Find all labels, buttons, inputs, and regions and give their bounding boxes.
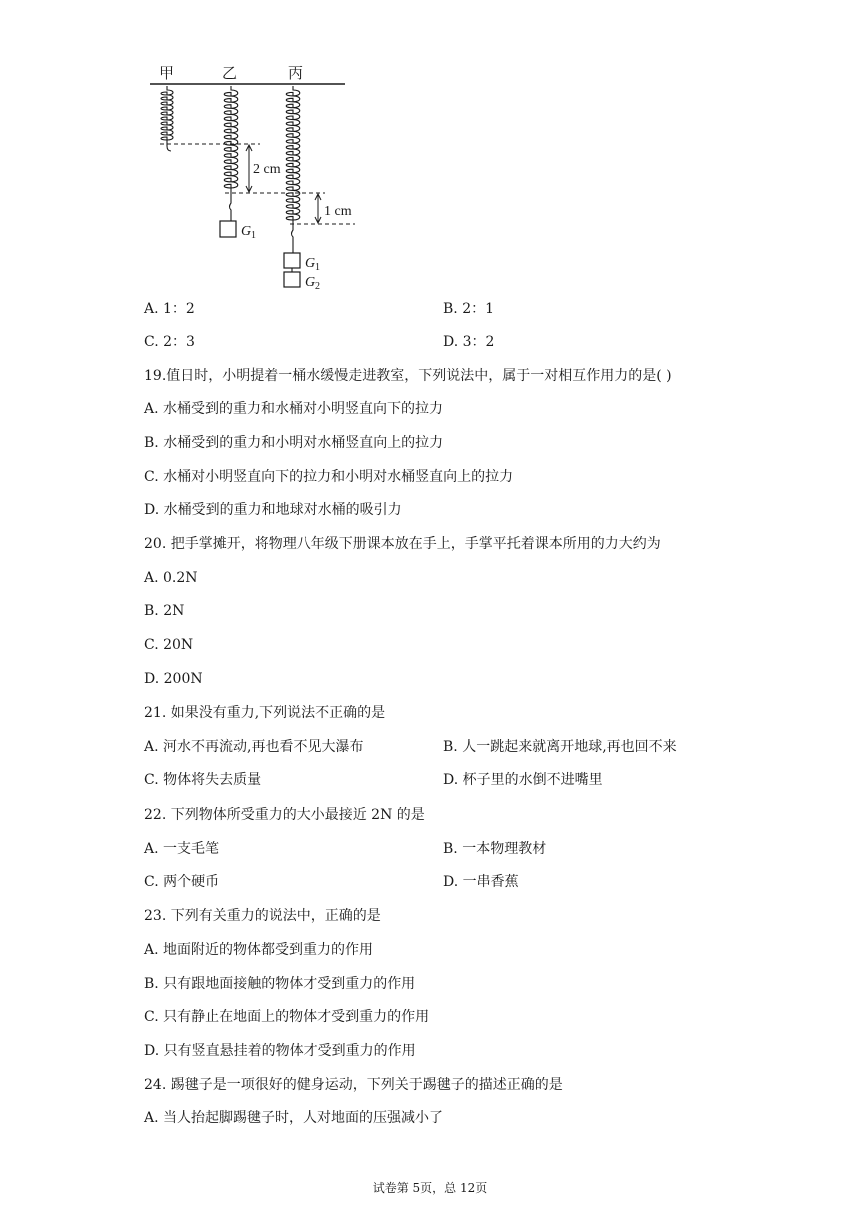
weight-g2-bing-sub: 2: [315, 281, 320, 292]
q20-option-d: D. 200N: [144, 671, 203, 687]
weight-g2-bing-label: G: [305, 275, 316, 290]
weight-g1-bing: [284, 253, 300, 268]
dimension-2cm: [246, 145, 252, 192]
spring-coil-yi: [224, 86, 238, 188]
weight-g1-bing-label: G: [305, 256, 316, 271]
spring-coil-bing: [286, 86, 300, 220]
q22-option-c: C. 两个硬币: [144, 874, 220, 890]
weight-g1-yi-sub: 1: [251, 230, 256, 241]
q22-option-d: D. 一串香蕉: [443, 874, 519, 890]
weight-g1-yi-label: G: [241, 224, 252, 239]
q22-option-a: A. 一支毛笔: [144, 841, 220, 857]
q18-option-b: B. 2：1: [443, 301, 495, 317]
spring-label-yi: 乙: [222, 64, 238, 82]
q23-option-b: B. 只有跟地面接触的物体才受到重力的作用: [144, 976, 416, 992]
q21-stem: 21. 如果没有重力,下列说法不正确的是: [144, 705, 386, 721]
q21-option-a: A. 河水不再流动,再也看不见大瀑布: [144, 739, 364, 755]
dimension-1cm-label: 1 cm: [324, 204, 352, 219]
q19-option-d: D. 水桶受到的重力和地球对水桶的吸引力: [144, 502, 402, 518]
spring-coil-jia: [161, 86, 173, 140]
hook-yi: [230, 188, 232, 221]
q20-option-c: C. 20N: [144, 637, 194, 653]
q20-option-b: B. 2N: [144, 603, 185, 619]
dimension-1cm: [315, 194, 321, 223]
q23-option-d: D. 只有竖直悬挂着的物体才受到重力的作用: [144, 1043, 416, 1059]
q24-option-a: A. 当人抬起脚踢毽子时，人对地面的压强减小了: [144, 1110, 444, 1126]
q19-stem: 19.值日时，小明提着一桶水缓慢走进教室，下列说法中，属于一对相互作用力的是( ): [144, 368, 672, 384]
spring-label-bing: 丙: [288, 64, 304, 82]
dimension-2cm-label: 2 cm: [253, 162, 281, 177]
spring-figure: [140, 58, 380, 298]
q19-option-b: B. 水桶受到的重力和小明对水桶竖直向上的拉力: [144, 435, 444, 451]
q21-option-c: C. 物体将失去质量: [144, 772, 262, 788]
q20-option-a: A. 0.2N: [144, 570, 198, 586]
q19-option-a: A. 水桶受到的重力和水桶对小明竖直向下的拉力: [144, 401, 444, 417]
q18-option-c: C. 2：3: [144, 334, 195, 350]
q20-stem: 20. 把手掌摊开，将物理八年级下册课本放在手上，手掌平托着课本所用的力大约为: [144, 536, 661, 552]
weight-g1-bing-sub: 1: [315, 262, 320, 273]
hook-bing: [292, 220, 294, 253]
weight-g2-bing: [284, 272, 300, 287]
q19-option-c: C. 水桶对小明竖直向下的拉力和小明对水桶竖直向上的拉力: [144, 469, 514, 485]
q18-option-a: A. 1：2: [144, 301, 195, 317]
q23-stem: 23. 下列有关重力的说法中，正确的是: [144, 908, 381, 924]
weight-g1-yi: [220, 221, 236, 237]
q23-option-c: C. 只有静止在地面上的物体才受到重力的作用: [144, 1009, 430, 1025]
q23-option-a: A. 地面附近的物体都受到重力的作用: [144, 942, 374, 958]
page-footer: 试卷第 5页，总 12页: [372, 1181, 488, 1195]
q21-option-d: D. 杯子里的水倒不进嘴里: [443, 772, 603, 788]
hook-jia: [167, 140, 171, 151]
q22-stem: 22. 下列物体所受重力的大小最接近 2N 的是: [144, 807, 425, 823]
q18-option-d: D. 3：2: [443, 334, 495, 350]
q22-option-b: B. 一本物理教材: [443, 841, 547, 857]
q21-option-b: B. 人一跳起来就离开地球,再也回不来: [443, 739, 677, 755]
spring-label-jia: 甲: [159, 64, 175, 82]
q24-stem: 24. 踢毽子是一项很好的健身运动，下列关于踢毽子的描述正确的是: [144, 1077, 563, 1093]
